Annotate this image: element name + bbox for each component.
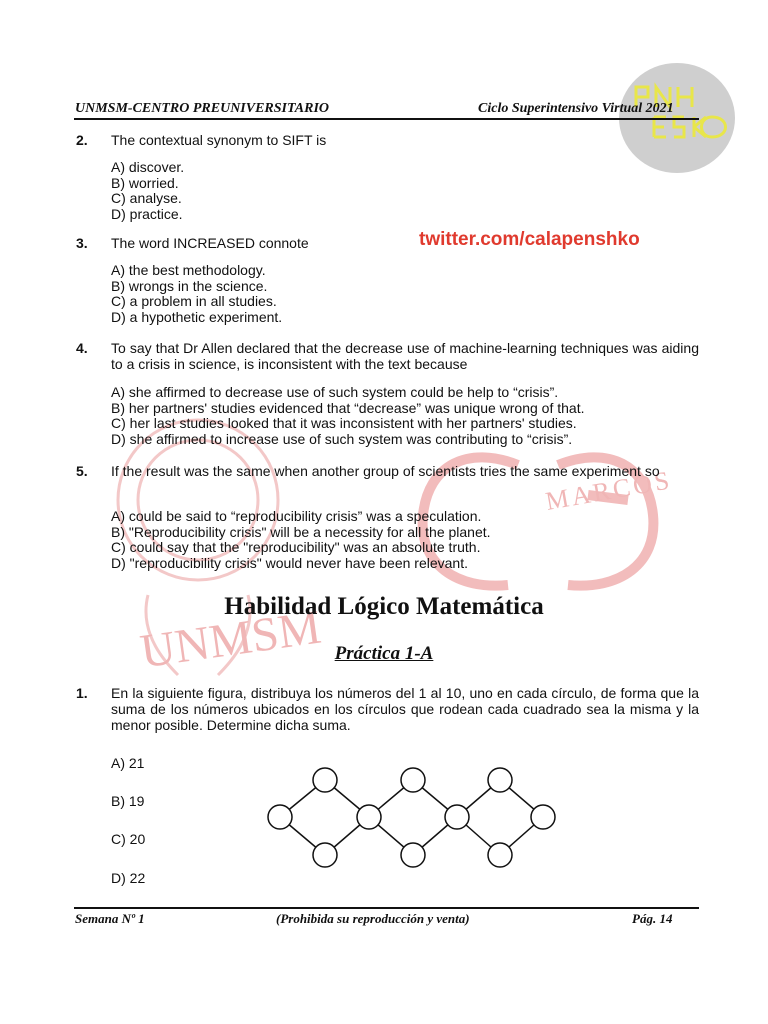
- question-2-options: [111, 160, 184, 222]
- question-2-text: The contextual synonym to SIFT is: [111, 132, 327, 148]
- option-b: B) "Reproducibility crisis" will be a necessity for all the planet.: [111, 523, 491, 540]
- section-subtitle-text: Práctica 1-A: [334, 643, 434, 664]
- math-option-b: B) 19: [111, 793, 145, 809]
- figure-circles: [268, 768, 555, 867]
- option-c: C) a problem in all studies.: [111, 293, 277, 309]
- option-b: B) her partners' studies evidenced that “decrease” was unique wrong of that.: [111, 399, 585, 416]
- header-rule: [74, 118, 699, 120]
- section-title: Habilidad Lógico Matemática: [224, 593, 544, 620]
- question-5-options: [111, 509, 491, 571]
- math-question-number: 1.: [76, 685, 88, 701]
- question-4-options: [111, 385, 585, 447]
- circle-node: [488, 768, 512, 792]
- option-a: A) the best methodology.: [111, 262, 266, 278]
- circle-node: [401, 843, 425, 867]
- footer-page-number: Pág. 14: [632, 911, 673, 926]
- circle-node: [313, 768, 337, 792]
- math-option-d: D) 22: [111, 870, 146, 886]
- watermark-unmsm-text: UNMSM: [137, 600, 325, 679]
- circle-node: [357, 805, 381, 829]
- footer-rule: [74, 907, 699, 909]
- section-subtitle: [0, 643, 768, 665]
- circle-diamond-figure: [260, 760, 560, 875]
- option-b: B) wrongs in the science.: [111, 277, 268, 294]
- option-c: C) analyse.: [111, 190, 182, 206]
- twitter-link[interactable]: twitter.com/calapenshko: [419, 229, 640, 250]
- option-a: A) could be said to “reproducibility crisis” was a speculation.: [111, 508, 482, 524]
- header-right: Ciclo Superintensivo Virtual 2021: [478, 101, 674, 116]
- header-left: UNMSM-CENTRO PREUNIVERSITARIO: [75, 101, 330, 116]
- circle-node: [488, 843, 512, 867]
- circle-node: [313, 843, 337, 867]
- circle-node: [401, 768, 425, 792]
- option-d: D) a hypothetic experiment.: [111, 308, 283, 325]
- question-5-text: If the result was the same when another group of scientists tries the same experiment so: [111, 463, 660, 479]
- question-2-number: 2.: [76, 132, 88, 148]
- question-3-number: 3.: [76, 235, 88, 251]
- option-a: A) she affirmed to decrease use of such system could be help to “crisis”.: [111, 384, 559, 400]
- question-4-text: To say that Dr Allen declared that the decrease use of machine-learning techniques was aiding to a crisis in science, is inconsistent with the text because: [111, 340, 699, 372]
- question-5-number: 5.: [76, 463, 88, 479]
- question-3-options: [111, 263, 282, 325]
- option-d: D) she affirmed to increase use of such system was contributing to “crisis”.: [111, 430, 573, 447]
- footer-center: (Prohibida su reproducción y venta): [276, 911, 470, 926]
- question-3-text: The word INCREASED connote: [111, 235, 309, 251]
- math-question-text: En la siguiente figura, distribuya los números del 1 al 10, uno en cada círculo, de forma que la suma de los números ubicados en los círculos que rodean cada cuadrado sea la misma y la menor posible. Determine dicha suma.: [111, 685, 699, 733]
- watermark-marcos-text: MARCOS: [543, 465, 675, 516]
- option-d: D) "reproducibility crisis" would never have been relevant.: [111, 554, 468, 571]
- math-option-a: A) 21: [111, 755, 145, 771]
- option-b: B) worried.: [111, 174, 179, 191]
- option-d: D) practice.: [111, 205, 183, 222]
- circle-node: [268, 805, 292, 829]
- option-c: C) could say that the "reproducibility" was an absolute truth.: [111, 539, 481, 555]
- option-c: C) her last studies looked that it was inconsistent with her partners' studies.: [111, 415, 577, 431]
- option-a: A) discover.: [111, 159, 185, 175]
- footer-left: Semana Nº 1: [75, 911, 145, 926]
- circle-node: [531, 805, 555, 829]
- question-4-number: 4.: [76, 340, 88, 356]
- math-option-c: C) 20: [111, 831, 146, 847]
- circle-node: [445, 805, 469, 829]
